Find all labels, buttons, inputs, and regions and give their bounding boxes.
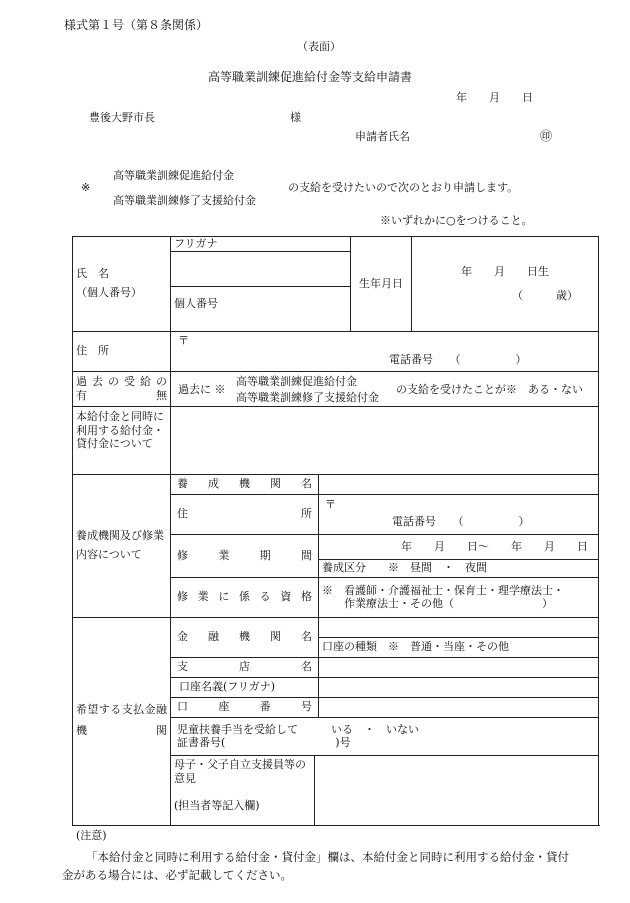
postal-mark: 〒 [178, 333, 189, 347]
application-table [72, 236, 599, 826]
child-allowance-field[interactable] [171, 717, 599, 755]
past-option-1: 高等職業訓練促進給付金 [236, 375, 357, 389]
concurrent-benefit-label: 本給付金と同時に利用する給付金・貸付金について [73, 406, 171, 474]
certificate-number-text: 証書番号( )号 [177, 736, 351, 750]
sama-honorific: 様 [290, 111, 301, 124]
furigana-caption: フリガナ [174, 237, 218, 250]
study-period-field[interactable]: 年 月 日〜 年 月 日 [319, 534, 599, 559]
benefit-mark: ※ [81, 181, 91, 194]
study-period-label: 修業期間 [171, 534, 319, 577]
support-opinion-text: 母子・父子自立支援員等の意見 [174, 757, 306, 785]
qualification-line1: ※ 看護師・介護福祉士・保育士・理学療法士・ [322, 583, 564, 597]
account-holder-label: 口座名義(フリガナ) [171, 677, 319, 697]
support-opinion-field[interactable] [315, 755, 599, 825]
birthdate-value: 年 月 日生 [461, 264, 550, 278]
individual-number-caption: 個人番号 [174, 296, 218, 310]
applicant-name-label: 申請者氏名 [355, 130, 410, 143]
past-suffix: の支給を受けたことが※ ある・ない [396, 383, 583, 397]
institution-address-label: 住所 [171, 494, 319, 534]
age-value: （ 歳） [512, 288, 579, 302]
benefit-option-2: 高等職業訓練修了支援給付金 [113, 194, 256, 207]
addressee: 豊後大野市長 [89, 111, 155, 124]
notes-title: (注意) [76, 829, 107, 842]
past-benefit-field[interactable] [171, 371, 599, 406]
side-label: （表面） [297, 40, 341, 53]
notes-body: 「本給付金と同時に利用する給付金・貸付金」欄は、本給付金と同時に利用する給付金・貸付金がある場合には、必ず記載してください。 [62, 850, 569, 883]
account-holder-field[interactable] [319, 677, 599, 697]
address-phone: 電話番号 （ ） [389, 352, 527, 366]
circle-note: ※いずれかに○をつけること。 [380, 214, 533, 227]
birthdate-field[interactable] [412, 237, 599, 332]
training-type-field[interactable]: 養成区分 ※ 昼間 ・ 夜間 [319, 559, 599, 577]
past-benefit-label [73, 371, 171, 406]
account-type-field[interactable]: 口座の種類 ※ 普通・当座・その他 [319, 637, 599, 657]
seal-mark: ㊞ [540, 129, 553, 143]
bank-name-field[interactable] [319, 617, 599, 637]
account-number-label: 口座番号 [171, 697, 319, 717]
name-label: 氏 名 （個人番号） [73, 237, 171, 332]
qualification-label: 修業に係る資格 [171, 577, 319, 617]
qualification-line2: 作業療法士・その他（ ） [344, 597, 553, 611]
institution-name-label: 養成機関名 [171, 474, 319, 494]
institution-phone: 電話番号 （ ） [392, 514, 530, 528]
bank-section-label: 希望する支払金融機関 [73, 617, 171, 825]
branch-name-label: 支店名 [171, 657, 319, 677]
child-allowance-text: 児童扶養手当を受給して いる ・ いない [177, 722, 419, 736]
branch-name-field[interactable] [319, 657, 599, 677]
institution-name-field[interactable] [319, 474, 599, 494]
training-section-label: 養成機関及び修業内容について [73, 474, 171, 617]
request-text: の支給を受けたいので次のとおり申請します。 [288, 181, 519, 194]
support-opinion-label [171, 755, 315, 825]
form-title: 高等職業訓練促進給付金等支給申請書 [208, 70, 413, 84]
concurrent-benefit-field[interactable] [171, 406, 599, 474]
institution-postal-mark: 〒 [325, 497, 336, 511]
past-option-2: 高等職業訓練修了支援給付金 [236, 391, 379, 405]
benefit-option-1: 高等職業訓練促進給付金 [113, 169, 234, 182]
name-field[interactable] [171, 251, 351, 286]
address-field[interactable] [171, 331, 599, 371]
past-label-line2: 有 無 [76, 388, 167, 402]
furigana-field[interactable] [171, 237, 351, 252]
birthdate-label: 生年月日 [351, 237, 412, 332]
account-number-field[interactable] [319, 697, 599, 717]
past-label-line1: 過去の受給の [76, 375, 167, 388]
bank-name-label: 金融機関名 [171, 617, 319, 657]
date-line: 年 月 日 [456, 91, 533, 104]
address-label: 住 所 [73, 331, 171, 371]
person-in-charge-text: (担当者等記入欄) [174, 799, 260, 813]
form-number: 様式第１号（第８条関係） [64, 18, 209, 32]
individual-number-field[interactable] [171, 286, 351, 331]
institution-address-field[interactable] [319, 494, 599, 534]
past-prefix: 過去に ※ [178, 383, 226, 397]
qualification-field[interactable] [319, 577, 599, 617]
